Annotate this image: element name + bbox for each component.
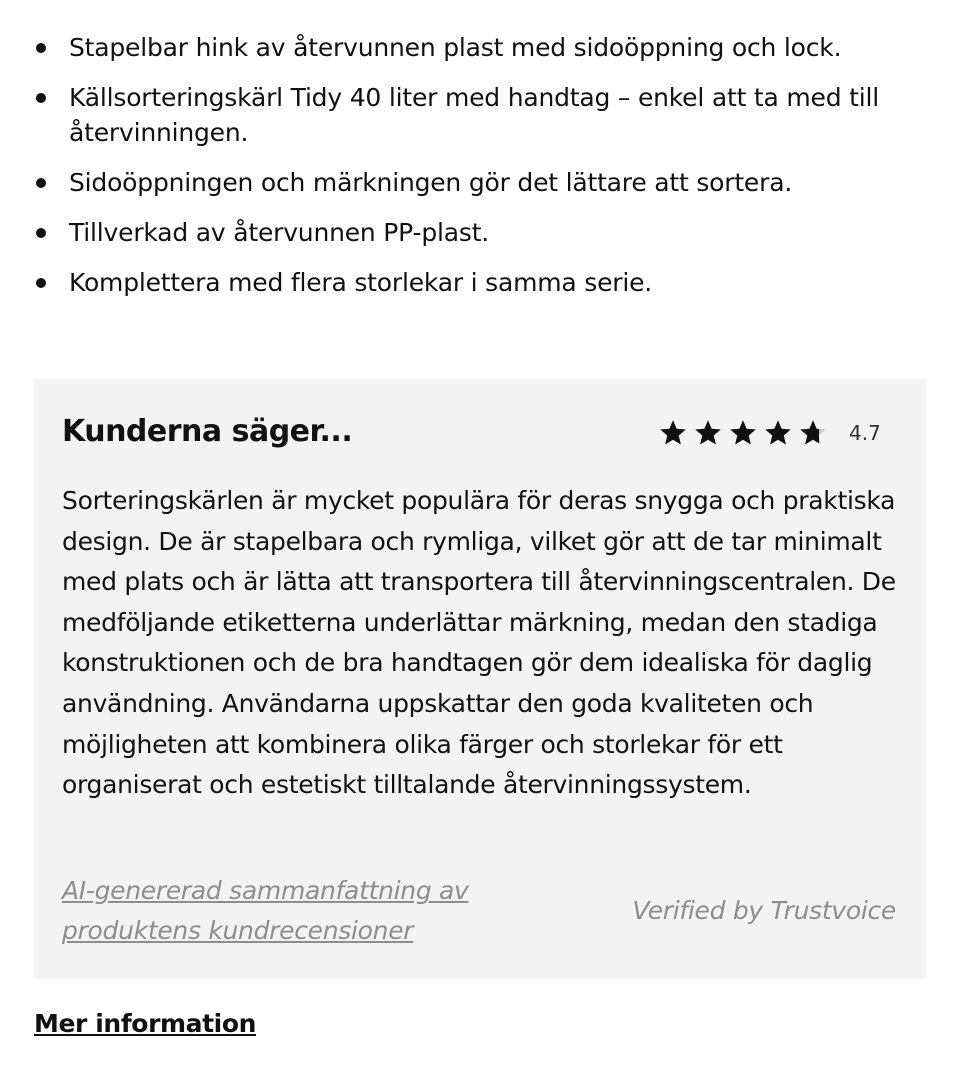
feature-text: Sidoöppningen och märkningen gör det lättare att sortera.	[69, 168, 793, 197]
more-info-link[interactable]: Mer information	[34, 1009, 257, 1038]
bullet-icon	[36, 43, 46, 53]
feature-text: Komplettera med flera storlekar i samma serie.	[69, 268, 653, 297]
feature-text: Källsorteringskärl Tidy 40 liter med handtag – enkel att ta med till återvinningen.	[69, 83, 879, 147]
rating-stars	[658, 418, 833, 448]
feature-item	[34, 30, 926, 65]
feature-item	[34, 265, 926, 300]
rating	[658, 413, 881, 453]
customer-review-summary	[34, 379, 926, 979]
feature-item	[34, 215, 926, 250]
star-icon	[658, 418, 688, 448]
feature-text: Tillverkad av återvunnen PP-plast.	[69, 218, 490, 247]
feature-list	[34, 30, 926, 315]
bullet-icon	[36, 278, 46, 288]
review-title: Kunderna säger...	[62, 414, 353, 449]
rating-value: 4.7	[849, 421, 881, 445]
bullet-icon	[36, 93, 46, 103]
feature-item	[34, 165, 926, 200]
feature-item	[34, 80, 926, 150]
star-icon	[763, 418, 793, 448]
star-icon	[798, 418, 828, 448]
feature-text: Stapelbar hink av återvunnen plast med sidoöppning och lock.	[69, 33, 842, 62]
bullet-icon	[36, 228, 46, 238]
verified-by-label: Verified by Trustvoice	[632, 896, 896, 925]
ai-summary-link[interactable]: AI-genererad sammanfattning av produktens kundrecensioner	[62, 876, 469, 945]
review-summary-text: Sorteringskärlen är mycket populära för deras snygga och praktiska design. De är stapelbara och rymliga, vilket gör att de tar minimalt med plats och är lätta att transportera till återvinningscentralen. De medföljande etiketterna underlättar märkning, medan den stadiga konstruktionen och de bra handtagen gör dem idealiska för daglig användning. Användarna uppskattar den goda kvaliteten och möjligheten att kombinera olika färger och storlekar för ett organiserat och estetiskt tilltalande återvinningssystem.	[62, 486, 896, 800]
star-icon	[728, 418, 758, 448]
bullet-icon	[36, 178, 46, 188]
star-icon	[693, 418, 723, 448]
